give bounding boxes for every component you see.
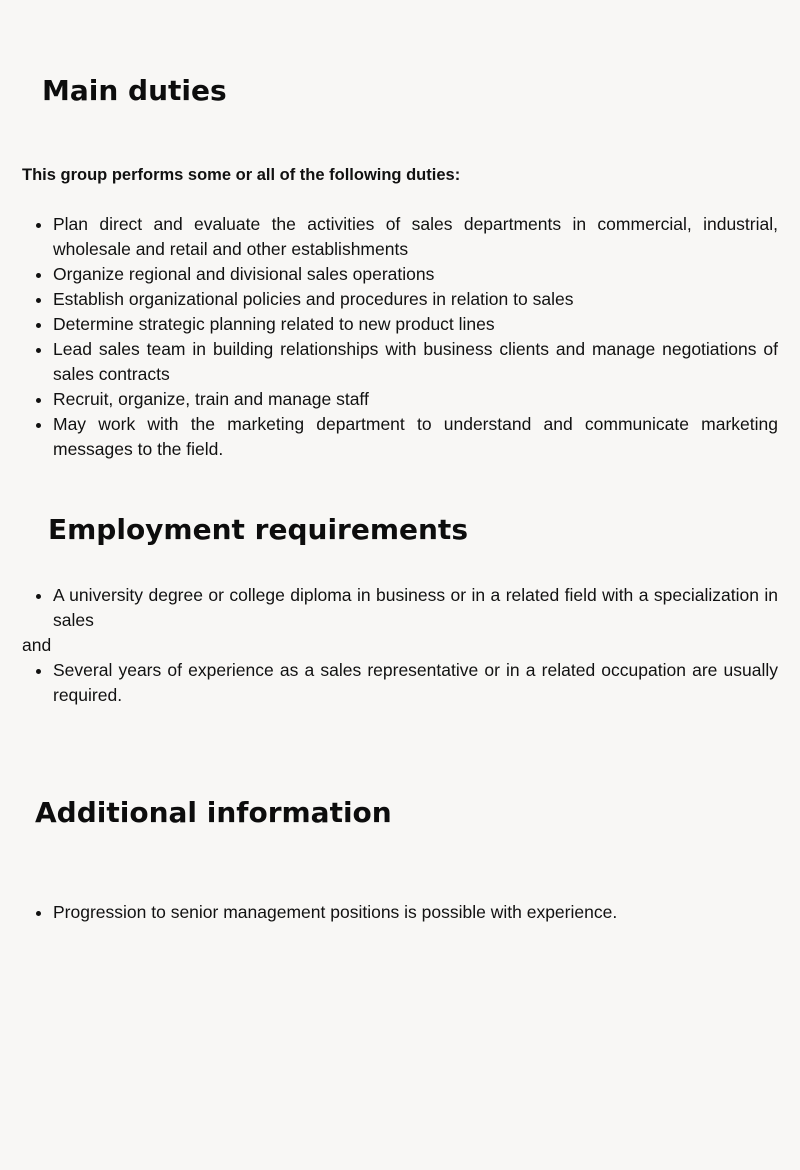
- list-item: • Organize regional and divisional sales operations: [53, 262, 778, 287]
- employment-requirements-list-continued: [22, 658, 778, 708]
- list-item: • May work with the marketing department to understand and communicate marketing messages to the field.: [53, 412, 778, 462]
- list-item: • Determine strategic planning related to new product lines: [53, 312, 778, 337]
- list-item: • Progression to senior management positions is possible with experience.: [53, 900, 778, 925]
- main-duties-intro: This group performs some or all of the following duties:: [22, 166, 461, 184]
- list-item: • A university degree or college diploma in business or in a related field with a specialization in sales: [53, 583, 778, 633]
- list-item: • Recruit, organize, train and manage staff: [53, 387, 778, 412]
- employment-requirements-list: [22, 583, 778, 633]
- list-item: • Plan direct and evaluate the activities of sales departments in commercial, industrial, wholesale and retail and other establishments: [53, 212, 778, 262]
- requirements-connector: and: [22, 635, 52, 655]
- main-duties-list: [22, 212, 778, 462]
- list-item: • Establish organizational policies and procedures in relation to sales: [53, 287, 778, 312]
- employment-requirements-heading: Employment requirements: [48, 513, 468, 546]
- additional-information-list: [22, 900, 778, 925]
- list-item: • Several years of experience as a sales representative or in a related occupation are usually required.: [53, 658, 778, 708]
- additional-information-heading: Additional information: [35, 796, 392, 829]
- main-duties-heading: Main duties: [42, 74, 227, 107]
- list-item: • Lead sales team in building relationships with business clients and manage negotiations of sales contracts: [53, 337, 778, 387]
